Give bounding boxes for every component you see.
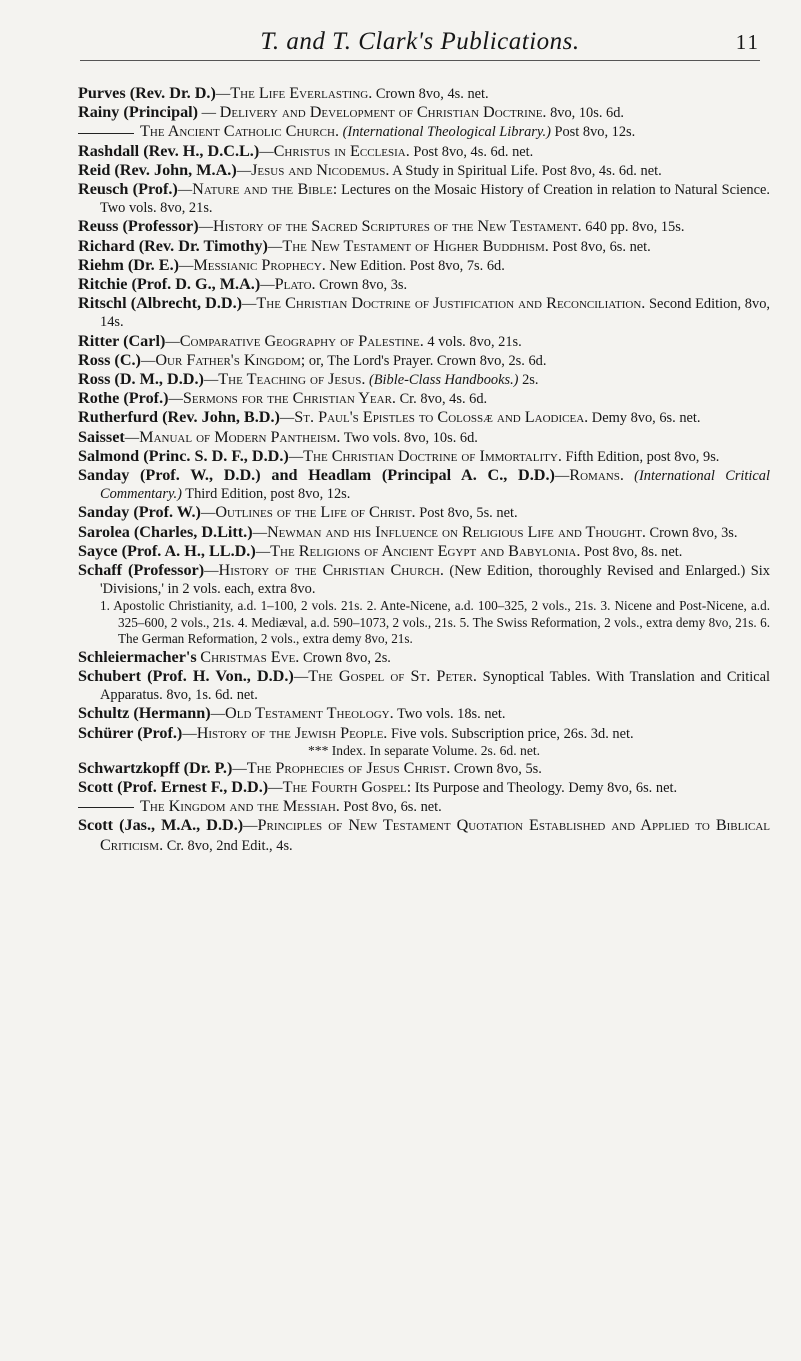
entry-author: Purves (Rev. Dr. D.) — [78, 84, 216, 102]
entry-separator: — — [255, 543, 271, 560]
entry-details: Crown 8vo, 5s. — [450, 760, 542, 777]
entry-author: Salmond (Princ. S. D. F., D.D.) — [78, 446, 289, 465]
entry-author: Richard (Rev. Dr. Timothy) — [78, 236, 268, 255]
entry-details: Post 8vo, 12s. — [550, 124, 636, 141]
entry-details: A Study in Spiritual Life. Post 8vo, 4s. 6d. net. — [389, 162, 662, 179]
list-item — [78, 759, 770, 778]
entry-author: Ross (D. M., D.D.) — [78, 370, 204, 389]
list-item — [78, 428, 770, 447]
list-item — [78, 797, 770, 816]
entry-title: History of the Jewish People. — [196, 723, 388, 742]
list-item — [78, 103, 770, 122]
entry-separator: — — [203, 372, 219, 389]
entry-details: Crown 8vo, 3s. — [315, 277, 408, 294]
entry-author: Rashdall (Rev. H., D.C.L.) — [78, 141, 260, 160]
entry-title: Manual of Modern Pantheism. — [139, 427, 341, 446]
entry-author: Rothe (Prof.) — [78, 389, 169, 408]
entry-title: The Ancient Catholic Church. — [140, 122, 340, 141]
list-item — [78, 778, 770, 797]
entry-title: The Religions of Ancient Egypt and Babylonia. — [270, 541, 581, 560]
entry-details: (New Edition, thoroughly Revised and Enlarged.) Six 'Divisions,' in 2 vols. each, extra 8vo. — [100, 563, 770, 598]
entry-author: Scott (Jas., M.A., D.D.) — [78, 816, 244, 835]
list-item — [78, 466, 770, 503]
entry-title: Nature and the Bible: — [192, 180, 338, 199]
entry-separator: — — [182, 725, 197, 742]
list-item — [78, 503, 770, 522]
entry-author: Scott (Prof. Ernest F., D.D.) — [78, 777, 269, 796]
entry-separator: — — [268, 779, 283, 796]
list-item — [78, 122, 770, 141]
entry-details: Demy 8vo, 6s. net. — [588, 410, 701, 427]
entry-separator: — — [140, 352, 156, 369]
entry-title: The Fourth Gospel: — [282, 777, 412, 796]
entry-separator: — — [168, 391, 183, 408]
entry-author: Sayce (Prof. A. H., LL.D.) — [78, 541, 256, 560]
entry-details: Post 8vo, 6s. net. — [339, 799, 442, 816]
entry-title: Jesus and Nicodemus. — [251, 160, 390, 179]
entry-author: Sarolea (Charles, D.Litt.) — [78, 522, 253, 541]
entry-details: 2s. — [518, 372, 539, 389]
entry-details: 640 pp. 8vo, 15s. — [581, 219, 685, 236]
entry-details: Second Edition, 8vo, 14s. — [100, 296, 770, 331]
entry-details: Synoptical Tables. With Translation and Critical Apparatus. 8vo, 1s. 6d. net. — [100, 668, 770, 704]
list-item — [78, 370, 770, 389]
entry-separator: — — [242, 296, 257, 313]
entry-separator: — — [243, 818, 258, 835]
entry-details: Post 8vo, 4s. 6d. net. — [409, 143, 534, 160]
schaff-divisions: 1. Apostolic Christianity, a.d. 1–100, 2 vols. 21s. 2. Ante-Nicene, a.d. 100–325, 2 vols., 21s. 3. Nicene and Post-Nicene, a.d. 325–600, 2 vols., 21s. 4. Mediæval, a.d. 590–1073, 2 vols., 21s. 5. The Swiss Reformation, 2 vols., extra demy 8vo, 21s. 6. The German Reformation, 2 vols., extra demy 8vo, 21s. — [100, 598, 770, 647]
entry-details: Five vols. Subscription price, 26s. 3d. net. — [387, 725, 634, 742]
list-item — [78, 667, 770, 704]
list-item — [78, 294, 770, 331]
entry-details: 8vo, 10s. 6d. — [546, 105, 625, 122]
ditto-dash — [78, 807, 134, 808]
entry-title: The Kingdom and the Messiah. — [140, 797, 340, 816]
entry-details: Post 8vo, 6s. net. — [548, 238, 651, 255]
entry-details: Third Edition, post 8vo, 12s. — [181, 486, 351, 503]
entry-details: New Edition. Post 8vo, 7s. 6d. — [325, 257, 505, 274]
entry-title: Our Father's Kingdom; — [155, 350, 306, 369]
entry-title: Principles of New Testament Quotation Established and Applied to Biblical Criticism. — [100, 816, 771, 854]
entry-author: Ritschl (Albrecht, D.D.) — [78, 294, 243, 313]
entry-separator: — — [165, 333, 180, 350]
entry-details: Crown 8vo, 3s. — [645, 524, 738, 541]
entry-author: Reuss (Professor) — [78, 217, 199, 236]
entry-author: Schaff (Professor) — [78, 561, 205, 580]
entry-details: Lectures on the Mosaic History of Creation in relation to Natural Science. Two vols. 8vo, 21s. — [100, 182, 770, 217]
list-item — [78, 542, 770, 561]
entry-author: Rainy (Principal) — [78, 103, 199, 122]
list-item — [78, 237, 770, 256]
entry-title: The Christian Doctrine of Immortality. — [303, 446, 562, 465]
entry-title: The Prophecies of Jesus Christ. — [246, 758, 451, 777]
entry-title: Christmas Eve. — [200, 647, 300, 666]
entry-author: Rutherfurd (Rev. John, B.D.) — [78, 408, 280, 427]
schurer-index-note: *** Index. In separate Volume. 2s. 6d. net. — [307, 742, 541, 758]
list-item — [78, 180, 770, 217]
entry-title: Delivery and Development of Christian Doctrine. — [219, 103, 547, 122]
entry-title: History of the Sacred Scriptures of the New Testament. — [213, 217, 582, 236]
page-number: 11 — [735, 30, 760, 54]
entry-separator: — — [252, 524, 267, 541]
entry-details: 4 vols. 8vo, 21s. — [423, 333, 522, 350]
publication-list — [78, 84, 770, 855]
entry-title: The Gospel of St. Peter. — [308, 666, 477, 685]
entry-separator: — — [288, 448, 304, 465]
list-item — [78, 447, 770, 466]
entry-author: Schürer (Prof.) — [78, 723, 183, 742]
entry-title: Old Testament Theology. — [225, 704, 394, 723]
entry-title: Newman and his Influence on Religious Life and Thought. — [266, 522, 646, 541]
entry-details: Cr. 8vo, 4s. 6d. — [395, 391, 488, 408]
entry-author: Sanday (Prof. W.) — [78, 503, 201, 522]
entry-title: History of the Christian Church. — [218, 561, 444, 580]
entry-series: (International Critical Commentary.) — [100, 468, 770, 503]
entry-author: Reid (Rev. John, M.A.) — [78, 160, 237, 179]
list-item — [78, 332, 770, 351]
entry-title: The Life Everlasting. — [230, 84, 373, 102]
entry-series: (Bible-Class Handbooks.) — [365, 372, 519, 389]
ditto-dash — [78, 133, 134, 134]
entry-separator: — — [260, 277, 275, 294]
list-item — [78, 142, 770, 161]
entry-author: Ritchie (Prof. D. G., M.A.) — [78, 275, 261, 294]
entry-details: Post 8vo, 5s. net. — [415, 505, 518, 522]
entry-author: Schwartzkopff (Dr. P.) — [78, 758, 233, 777]
entry-title: Sermons for the Christian Year. — [182, 389, 396, 408]
entry-details: or, The Lord's Prayer. Crown 8vo, 2s. 6d. — [305, 352, 547, 369]
entry-details: Post 8vo, 8s. net. — [580, 543, 683, 560]
list-item — [78, 389, 770, 408]
list-item — [78, 561, 770, 598]
entry-author: Ross (C.) — [78, 350, 141, 369]
entry-title: Comparative Geography of Palestine. — [179, 331, 424, 350]
entry-details: Two vols. 18s. net. — [393, 706, 506, 723]
list-item — [78, 408, 770, 427]
list-item — [78, 84, 770, 103]
entry-title: St. Paul's Epistles to Colossæ and Laodicea. — [294, 408, 589, 427]
entry-separator: — — [200, 505, 216, 522]
entry-separator: — — [215, 86, 231, 102]
entry-separator: — — [554, 468, 570, 485]
entry-author: Sanday (Prof. W., D.D.) and Headlam (Principal A. C., D.D.) — [78, 466, 555, 485]
entry-separator: — — [198, 105, 220, 122]
list-item — [78, 161, 770, 180]
entry-separator: — — [232, 760, 247, 777]
list-item — [78, 724, 770, 743]
entry-separator: — — [267, 238, 283, 255]
entry-separator: — — [259, 143, 274, 160]
list-item — [78, 704, 770, 723]
entry-title: Messianic Prophecy. — [193, 255, 326, 274]
entry-details: Crown 8vo, 2s. — [299, 649, 391, 666]
entry-title: The New Testament of Higher Buddhism. — [282, 236, 549, 255]
entry-details: Two vols. 8vo, 10s. 6d. — [340, 429, 478, 446]
entry-separator: — — [179, 257, 194, 274]
entry-title: Outlines of the Life of Christ. — [215, 503, 416, 522]
entry-author: Riehm (Dr. E.) — [78, 255, 180, 274]
list-item — [78, 648, 770, 667]
entry-separator: — — [124, 429, 140, 446]
list-item — [78, 351, 770, 370]
list-item — [78, 256, 770, 275]
entry-separator: — — [236, 162, 252, 179]
entry-details: Fifth Edition, post 8vo, 9s. — [561, 448, 720, 465]
entry-title: Romans. — [569, 466, 624, 485]
list-item — [78, 217, 770, 236]
list-item — [78, 523, 770, 542]
entry-separator: — — [204, 563, 219, 580]
page-title: T. and T. Clark's Publications. — [260, 28, 580, 55]
entry-title: Plato. — [274, 275, 316, 294]
entry-separator: — — [177, 182, 193, 199]
entry-author: Ritter (Carl) — [78, 331, 166, 350]
entry-details: Crown 8vo, 4s. net. — [372, 86, 489, 102]
entry-separator: — — [293, 668, 309, 685]
entry-author: Schubert (Prof. H. Von., D.D.) — [78, 666, 294, 685]
entry-title: The Teaching of Jesus. — [218, 370, 366, 389]
entry-details: Cr. 8vo, 2nd Edit., 4s. — [163, 837, 293, 854]
list-item — [78, 275, 770, 294]
entry-series: (International Theological Library.) — [339, 124, 551, 141]
entry-author: Schleiermacher's — [78, 647, 197, 666]
entry-title: The Christian Doctrine of Justification and Reconciliation. — [256, 294, 646, 313]
entry-separator: — — [210, 706, 226, 723]
entry-separator: — — [279, 410, 295, 427]
entry-details: Its Purpose and Theology. Demy 8vo, 6s. net. — [411, 779, 678, 796]
entry-author: Saisset — [78, 427, 125, 446]
running-header — [80, 20, 760, 61]
entry-author: Reusch (Prof.) — [78, 180, 178, 199]
entry-separator: — — [198, 219, 214, 236]
entry-author: Schultz (Hermann) — [78, 704, 211, 723]
entry-title: Christus in Ecclesia. — [273, 141, 410, 160]
list-item — [78, 816, 770, 854]
